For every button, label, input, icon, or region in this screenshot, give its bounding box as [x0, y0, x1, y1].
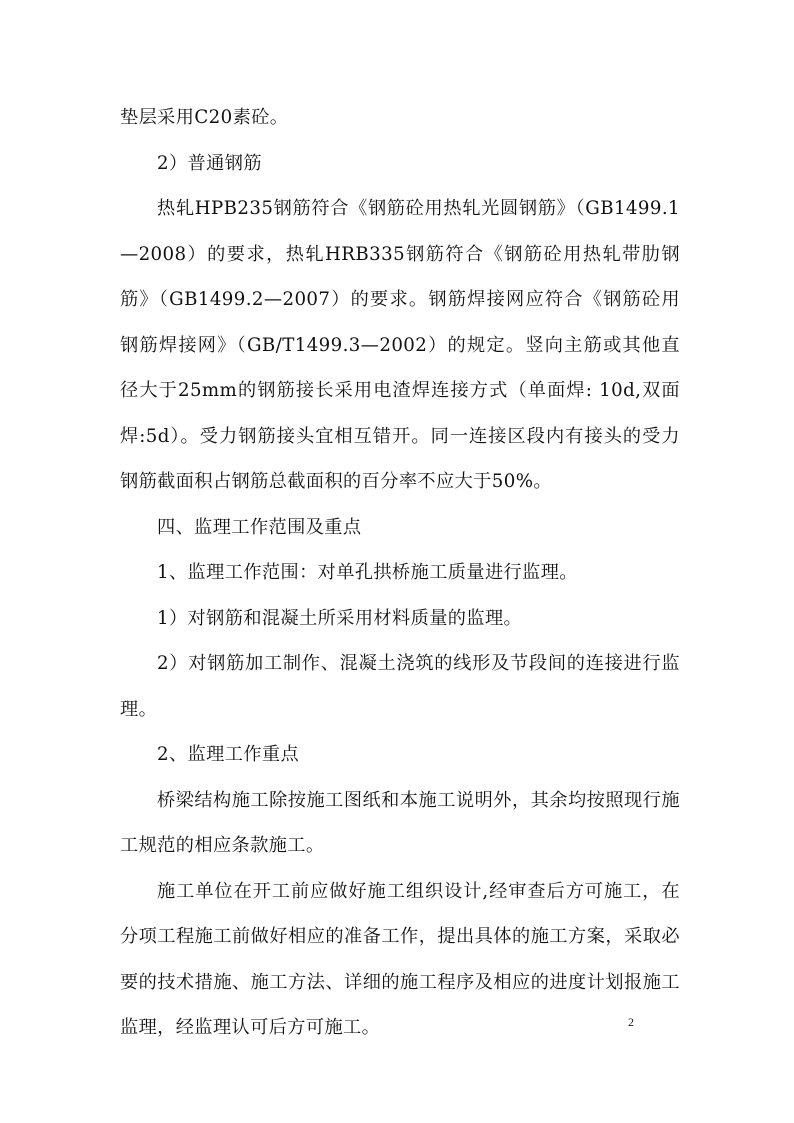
section-heading-supervision-scope: 四、监理工作范围及重点 — [157, 516, 362, 538]
page-number: 2 — [628, 1015, 634, 1029]
paragraph-material-supervision: 1）对钢筋和混凝土所采用材料质量的监理。 — [157, 607, 523, 629]
paragraph-rebar-standards: 热轧HPB235钢筋符合《钢筋砼用热轧光圆钢筋》（GB1499.1—2008）的要求，热轧HRB335钢筋符合《钢筋砼用热轧带肋钢筋》（GB1499.2—2007）的要求。钢筋焊接网应符合《钢筋砼用钢筋焊接网》（GB/T1499.3—2002）的规定。竖向主筋或其他直径大于25mm的钢筋接长采用电渣焊连接方式（单面焊: 10d,双面焊:5d）。受力钢筋接头宜相互错开。同一连接区段内有接头的受力钢筋截面积占钢筋总截面积的百分率不应大于50%。 — [120, 198, 680, 492]
heading-ordinary-rebar: 2）普通钢筋 — [157, 152, 262, 174]
heading-supervision-focus: 2、监理工作重点 — [157, 744, 300, 765]
document-page — [120, 95, 680, 1051]
paragraph-cushion: 垫层采用C20素砼。 — [120, 107, 289, 128]
paragraph-processing-supervision: 2）对钢筋加工制作、混凝土浇筑的线形及节段间的连接进行监理。 — [120, 653, 680, 720]
paragraph-construction-organization: 施工单位在开工前应做好施工组织设计,经审查后方可施工，在分项工程施工前做好相应的准备工作，提出具体的施工方案，采取必要的技术措施、施工方法、详细的施工程序及相应的进度计划报施工监理，经监理认可后方可施工。 — [120, 880, 680, 1038]
paragraph-scope: 1、监理工作范围：对单孔拱桥施工质量进行监理。 — [157, 562, 578, 583]
paragraph-bridge-construction: 桥梁结构施工除按施工图纸和本施工说明外，其余均按照现行施工规范的相应条款施工。 — [120, 789, 680, 856]
